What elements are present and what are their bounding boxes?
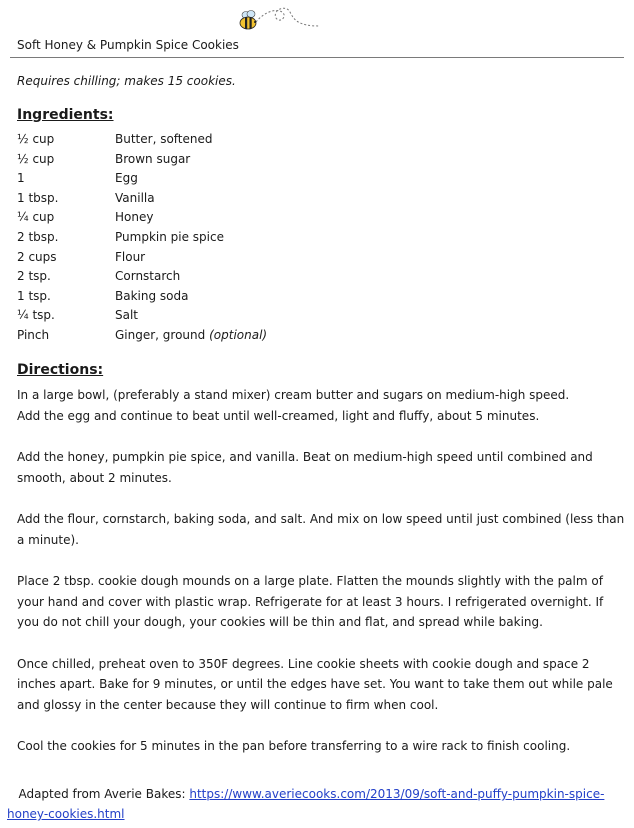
directions-list bbox=[17, 385, 629, 778]
source-credit bbox=[7, 784, 627, 824]
ingredient-row bbox=[17, 130, 417, 150]
ingredient-qty: ¼ tsp. bbox=[17, 308, 55, 323]
ingredient-row bbox=[17, 169, 417, 189]
ingredient-qty: 2 cups bbox=[17, 249, 57, 264]
ingredient-name: Vanilla bbox=[115, 190, 155, 205]
ingredient-name: Flour bbox=[115, 249, 146, 264]
ingredient-list bbox=[17, 130, 417, 346]
source-link[interactable]: https://www.averiecooks.com/2013/09/soft-and-puffy-pumpkin-spice-honey-cookies.html bbox=[7, 787, 605, 821]
ingredient-name-text: Ginger, ground bbox=[115, 327, 206, 342]
direction-step: Add the flour, cornstarch, baking soda, and salt. And mix on low speed until just combined (less than a minute). bbox=[17, 512, 625, 547]
ingredient-row bbox=[17, 208, 417, 228]
title-divider bbox=[10, 57, 624, 58]
direction-line: In a large bowl, (preferably a stand mixer) cream butter and sugars on medium-high speed. bbox=[17, 388, 570, 402]
ingredient-row bbox=[17, 228, 417, 248]
bee-icon bbox=[236, 4, 326, 34]
ingredient-name: Brown sugar bbox=[115, 151, 191, 166]
ingredient-qty: ½ cup bbox=[17, 132, 55, 146]
ingredient-qty: ½ cup bbox=[17, 151, 55, 166]
ingredient-qty: ¼ cup bbox=[17, 210, 55, 225]
ingredient-row bbox=[17, 306, 417, 326]
direction-step: Once chilled, preheat oven to 350F degrees. Line cookie sheets with cookie dough and space 2 inches apart. Bake for 9 minutes, or until the edges have set. You want to take them out while pale and glossy in the center because they will continue to firm when cool. bbox=[17, 656, 613, 712]
ingredient-row bbox=[17, 267, 417, 287]
ingredient-qty: 1 bbox=[17, 171, 25, 186]
ingredient-row bbox=[17, 189, 417, 209]
directions-heading: Directions: bbox=[17, 362, 104, 378]
direction-step: Cool the cookies for 5 minutes in the pan before transferring to a wire rack to finish cooling. bbox=[17, 739, 571, 753]
ingredient-name: Honey bbox=[115, 210, 154, 225]
recipe-title: Soft Honey & Pumpkin Spice Cookies bbox=[17, 38, 239, 52]
ingredient-note: (optional) bbox=[209, 327, 268, 342]
ingredient-name: Cornstarch bbox=[115, 269, 181, 284]
direction-step: Add the honey, pumpkin pie spice, and vanilla. Beat on medium-high speed until combined and smooth, about 2 minutes. bbox=[17, 450, 593, 485]
ingredient-name: Baking soda bbox=[115, 288, 189, 303]
ingredient-row bbox=[17, 150, 417, 170]
ingredient-qty: 2 tbsp. bbox=[17, 229, 59, 244]
direction-step bbox=[17, 385, 629, 426]
ingredient-name: Egg bbox=[115, 171, 138, 186]
source-prefix: Adapted from Averie Bakes: bbox=[18, 787, 190, 801]
ingredient-name bbox=[115, 326, 267, 346]
ingredient-qty: 1 tbsp. bbox=[17, 190, 59, 205]
ingredient-name: Butter, softened bbox=[115, 132, 213, 146]
ingredient-qty: Pinch bbox=[17, 327, 50, 342]
ingredient-name: Salt bbox=[115, 308, 139, 323]
direction-step: Place 2 tbsp. cookie dough mounds on a large plate. Flatten the mounds slightly with the palm of your hand and cover with plastic wrap. Refrigerate for at least 3 hours. I refrigerated overnight. If you do not chill your dough, your cookies will be thin and flat, and spread while baking. bbox=[17, 574, 604, 629]
ingredients-heading: Ingredients: bbox=[17, 107, 114, 123]
ingredient-row bbox=[17, 287, 417, 307]
ingredient-row bbox=[17, 326, 417, 346]
ingredient-name: Pumpkin pie spice bbox=[115, 229, 224, 244]
ingredient-qty: 1 tsp. bbox=[17, 288, 51, 303]
direction-line: Add the egg and continue to beat until well-creamed, light and fluffy, about 5 minutes. bbox=[17, 408, 540, 423]
ingredient-row bbox=[17, 248, 417, 268]
recipe-subtitle: Requires chilling; makes 15 cookies. bbox=[17, 74, 236, 88]
ingredient-qty: 2 tsp. bbox=[17, 269, 51, 284]
